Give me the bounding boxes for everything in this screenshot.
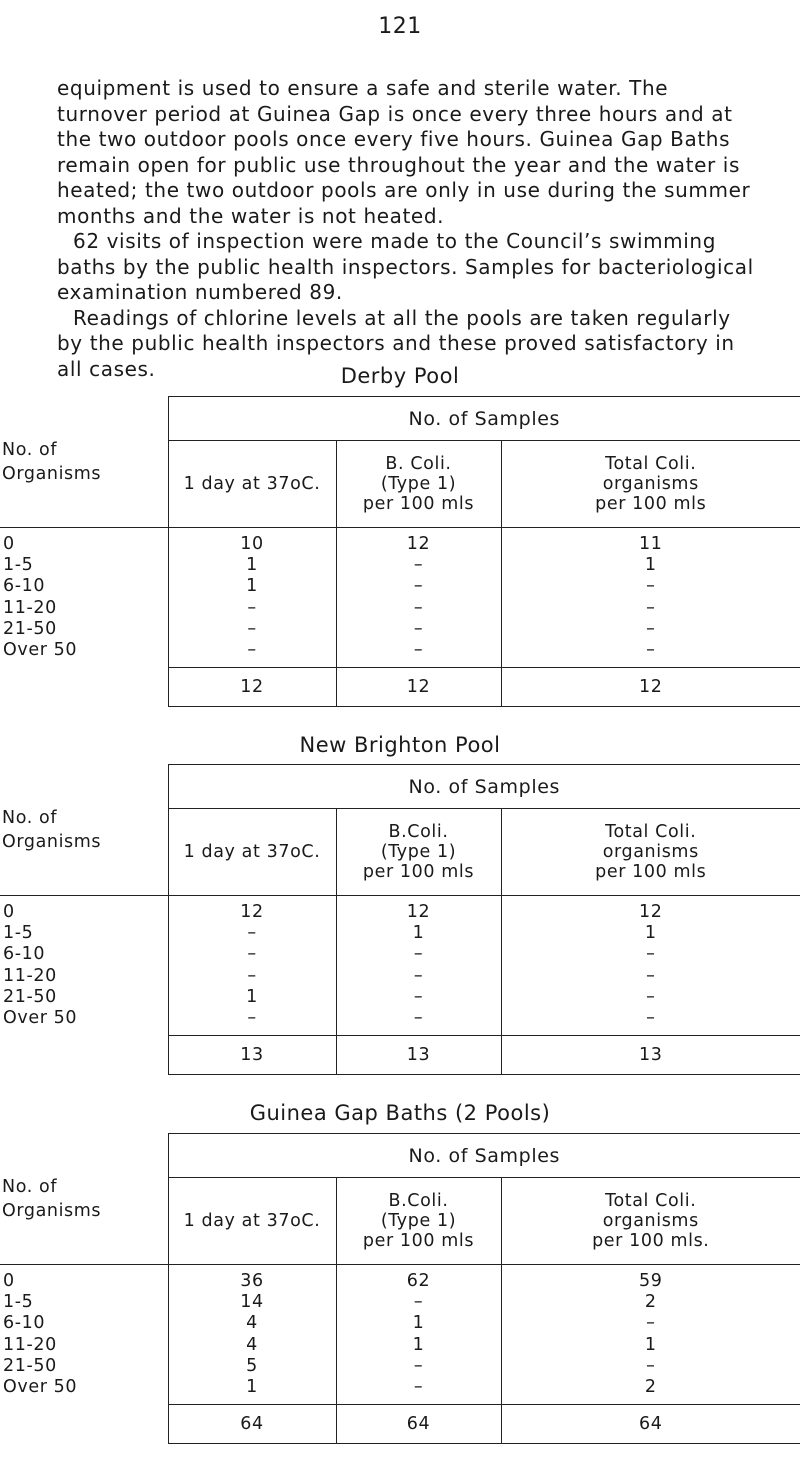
table-cell: 10 bbox=[240, 534, 264, 554]
totals-row bbox=[0, 1405, 800, 1444]
body-text bbox=[57, 76, 757, 382]
table-cell: 1 bbox=[412, 1334, 425, 1355]
table-title: New Brighton Pool bbox=[299, 733, 501, 757]
column-header-line: organisms bbox=[602, 474, 699, 494]
table-cell: – bbox=[247, 639, 257, 660]
table-cell: – bbox=[413, 639, 424, 660]
samples-table bbox=[0, 396, 800, 707]
organisms-header-line: Organisms bbox=[2, 463, 102, 484]
column-header-line: organisms bbox=[602, 842, 699, 862]
table-cell: – bbox=[413, 576, 424, 597]
column-header-line: B.Coli. bbox=[388, 822, 449, 842]
column-header-line: per 100 mls bbox=[362, 494, 475, 514]
column-header bbox=[501, 809, 800, 896]
organisms-cell: 21-50 bbox=[3, 1355, 57, 1376]
column-header-line: Total Coli. bbox=[605, 822, 697, 842]
table-cell: – bbox=[646, 944, 656, 965]
column-header-line: (Type 1) bbox=[380, 842, 457, 862]
column-header bbox=[336, 1178, 501, 1265]
samples-header: No. of Samples bbox=[168, 1134, 800, 1178]
organisms-cell: 0 bbox=[3, 902, 15, 922]
samples-column bbox=[336, 1265, 501, 1405]
table-cell: – bbox=[247, 965, 257, 986]
column-header-line: (Type 1) bbox=[380, 1211, 457, 1231]
table-cell: 2 bbox=[644, 1292, 657, 1313]
column-header-line: per 100 mls bbox=[362, 1231, 475, 1251]
total-cell: 12 bbox=[168, 668, 336, 707]
table-cell: 12 bbox=[240, 902, 264, 922]
organisms-cell: 1-5 bbox=[3, 1292, 34, 1313]
table-cell: – bbox=[646, 1355, 656, 1376]
organisms-header-line: No. of bbox=[2, 1176, 58, 1197]
table-cell: – bbox=[413, 1007, 424, 1028]
table-title: Derby Pool bbox=[340, 364, 460, 388]
column-header-line: (Type 1) bbox=[380, 474, 457, 494]
column-header-line: 1 day at 37oC. bbox=[183, 474, 321, 494]
column-header-line: Total Coli. bbox=[605, 454, 697, 474]
table-cell: – bbox=[646, 639, 656, 660]
column-header-line: organisms bbox=[602, 1211, 699, 1231]
table-cell: – bbox=[413, 1376, 424, 1397]
table-cell: 62 bbox=[406, 1271, 431, 1291]
totals-row bbox=[0, 1036, 800, 1075]
table-cell: 12 bbox=[406, 534, 431, 554]
table-cell: – bbox=[247, 1007, 257, 1028]
column-header bbox=[336, 809, 501, 896]
organisms-cell: 0 bbox=[3, 534, 15, 554]
table-cell: 36 bbox=[240, 1271, 264, 1291]
table-title: Guinea Gap Baths (2 Pools) bbox=[249, 1101, 551, 1125]
table-cell: – bbox=[413, 944, 424, 965]
organisms-header bbox=[0, 397, 168, 528]
total-cell: 13 bbox=[336, 1036, 501, 1075]
column-header-line: 1 day at 37oC. bbox=[183, 842, 321, 862]
total-cell: 12 bbox=[501, 668, 800, 707]
table-cell: 4 bbox=[246, 1313, 258, 1334]
table-cell: – bbox=[646, 576, 656, 597]
total-cell: 64 bbox=[501, 1405, 800, 1444]
table-cell: 4 bbox=[246, 1334, 258, 1355]
column-header bbox=[168, 809, 336, 896]
total-cell: 13 bbox=[168, 1036, 336, 1075]
table-cell: – bbox=[413, 597, 424, 618]
total-cell: 13 bbox=[501, 1036, 800, 1075]
table-cell: 1 bbox=[412, 923, 425, 944]
samples-column bbox=[501, 1265, 800, 1405]
table-cell: – bbox=[247, 923, 257, 944]
table-cell: 1 bbox=[246, 555, 258, 576]
organisms-column bbox=[0, 896, 168, 1036]
table-cell: 1 bbox=[246, 576, 258, 597]
table-cell: 14 bbox=[240, 1292, 264, 1313]
table-cell: 1 bbox=[412, 1313, 425, 1334]
column-header-line: Total Coli. bbox=[605, 1191, 697, 1211]
samples-column bbox=[501, 896, 800, 1036]
total-cell: 64 bbox=[336, 1405, 501, 1444]
table-cell: 1 bbox=[246, 1376, 258, 1397]
table-cell: – bbox=[646, 618, 656, 639]
column-header bbox=[168, 441, 336, 528]
table-cell: 1 bbox=[644, 1334, 657, 1355]
column-header bbox=[336, 441, 501, 528]
samples-column bbox=[501, 528, 800, 668]
table-cell: 2 bbox=[644, 1376, 657, 1397]
organisms-cell: Over 50 bbox=[3, 1376, 78, 1397]
column-header bbox=[501, 441, 800, 528]
organisms-cell: 6-10 bbox=[3, 576, 46, 597]
totals-label bbox=[0, 1036, 168, 1075]
column-header bbox=[501, 1178, 800, 1265]
total-cell: 12 bbox=[336, 668, 501, 707]
table-cell: 1 bbox=[246, 986, 258, 1007]
paragraph: 62 visits of inspection were made to the Council’s swimming baths by the public health inspectors. Samples for bacteriological examination numbered 89. bbox=[57, 229, 754, 304]
organisms-cell: 0 bbox=[3, 1271, 15, 1291]
samples-header: No. of Samples bbox=[168, 765, 800, 809]
totals-label bbox=[0, 668, 168, 707]
paragraph: Readings of chlorine levels at all the pools are taken regularly by the public health inspectors and these proved satisfactory in all cases. bbox=[57, 305, 735, 381]
totals-label bbox=[0, 1405, 168, 1444]
table-cell: 12 bbox=[406, 902, 431, 922]
organisms-cell: 11-20 bbox=[3, 1334, 57, 1355]
table-cell: 5 bbox=[246, 1355, 258, 1376]
organisms-cell: 1-5 bbox=[3, 555, 34, 576]
table-cell: – bbox=[646, 597, 656, 618]
organisms-header-line: No. of bbox=[2, 439, 58, 460]
table-cell: – bbox=[413, 1292, 424, 1313]
organisms-cell: 6-10 bbox=[3, 944, 46, 965]
table-cell: 12 bbox=[639, 902, 663, 922]
total-cell: 64 bbox=[168, 1405, 336, 1444]
samples-column bbox=[336, 528, 501, 668]
table-cell: – bbox=[413, 618, 424, 639]
table-cell: 59 bbox=[639, 1271, 663, 1291]
samples-table bbox=[0, 764, 800, 1075]
column-header-line: 1 day at 37oC. bbox=[183, 1211, 321, 1231]
organisms-cell: 21-50 bbox=[3, 986, 57, 1007]
organisms-cell: Over 50 bbox=[3, 639, 78, 660]
totals-row bbox=[0, 668, 800, 707]
table-cell: 11 bbox=[639, 534, 663, 554]
table-cell: – bbox=[247, 944, 257, 965]
column-header-line: per 100 mls bbox=[595, 862, 707, 882]
organisms-column bbox=[0, 1265, 168, 1405]
table-cell: – bbox=[413, 1355, 424, 1376]
organisms-header-line: Organisms bbox=[2, 831, 102, 852]
column-header-line: per 100 mls bbox=[362, 862, 475, 882]
table-cell: – bbox=[247, 597, 257, 618]
table-body-row bbox=[0, 528, 800, 668]
organisms-cell: 6-10 bbox=[3, 1313, 46, 1334]
table-cell: – bbox=[646, 1007, 656, 1028]
organisms-cell: Over 50 bbox=[3, 1007, 78, 1028]
table-cell: 1 bbox=[644, 555, 657, 576]
table-body-row bbox=[0, 896, 800, 1036]
column-header-line: B. Coli. bbox=[385, 454, 452, 474]
organisms-column bbox=[0, 528, 168, 668]
organisms-cell: 21-50 bbox=[3, 618, 57, 639]
samples-table bbox=[0, 1133, 800, 1444]
organisms-cell: 1-5 bbox=[3, 923, 34, 944]
samples-column bbox=[336, 896, 501, 1036]
table-cell: – bbox=[646, 1313, 656, 1334]
table-cell: – bbox=[646, 986, 656, 1007]
samples-header: No. of Samples bbox=[168, 397, 800, 441]
organisms-header bbox=[0, 1134, 168, 1265]
column-header-line: per 100 mls. bbox=[592, 1231, 710, 1251]
column-header-line: per 100 mls bbox=[595, 494, 707, 514]
organisms-header-line: Organisms bbox=[2, 1200, 102, 1221]
table-cell: – bbox=[646, 965, 656, 986]
table-body-row bbox=[0, 1265, 800, 1405]
table-cell: – bbox=[247, 618, 257, 639]
column-header bbox=[168, 1178, 336, 1265]
table-cell: – bbox=[413, 555, 424, 576]
samples-column bbox=[168, 896, 336, 1036]
organisms-header bbox=[0, 765, 168, 896]
organisms-cell: 11-20 bbox=[3, 597, 57, 618]
table-cell: – bbox=[413, 986, 424, 1007]
organisms-cell: 11-20 bbox=[3, 965, 57, 986]
table-cell: – bbox=[413, 965, 424, 986]
table-cell: 1 bbox=[644, 923, 657, 944]
samples-column bbox=[168, 1265, 336, 1405]
samples-column bbox=[168, 528, 336, 668]
organisms-header-line: No. of bbox=[2, 807, 58, 828]
column-header-line: B.Coli. bbox=[388, 1191, 449, 1211]
page-number: 121 bbox=[378, 14, 422, 39]
paragraph: equipment is used to ensure a safe and sterile water. The turnover period at Guinea Gap is once every three hours and at the two outdoor pools once every five hours. Guinea Gap Baths remain open for public use throughout the year and the water is heated; the two outdoor pools are only in use during the summer months and the water is not heated. bbox=[57, 76, 751, 228]
